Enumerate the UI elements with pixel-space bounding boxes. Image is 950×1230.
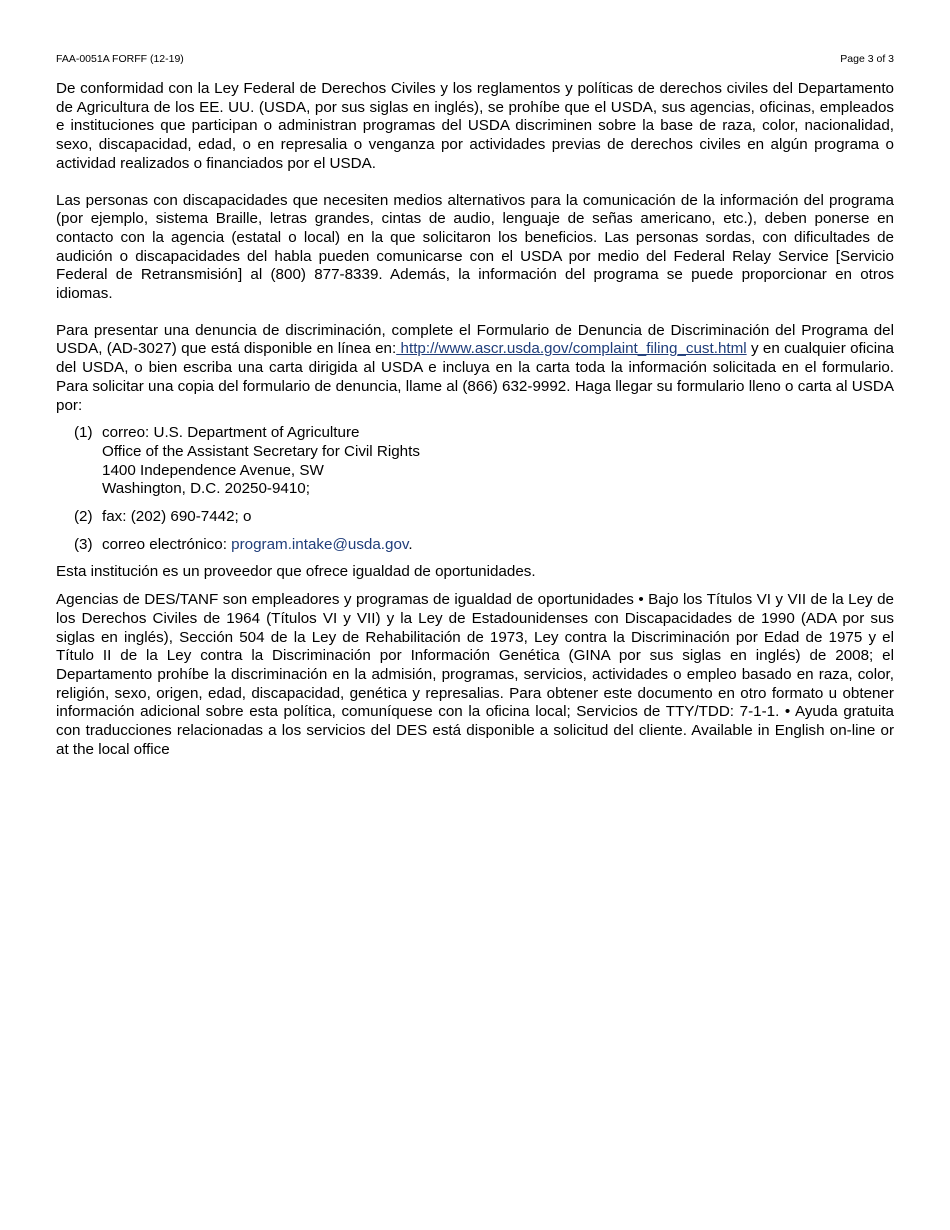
mail-address [102,424,420,499]
fax-text: fax: (202) 690-7442; o [102,508,252,526]
submission-methods-list [56,424,894,554]
list-item-fax [74,508,894,527]
address-line: Washington, D.C. 20250-9410; [102,480,310,498]
paragraph-des-tanf: Agencias de DES/TANF son empleadores y programas de igualdad de oportunidades • Bajo los Títulos VI y VII de la Ley de los Derechos Civiles de 1964 (Títulos VI y VII) y la Ley de Estadounidenses con Discapacidades de 1990 (ADA por sus siglas en inglés), Sección 504 de la Ley de Rehabilitación de 1973, Ley contra la Discriminación por Edad de 1975 y el Título II de la Ley contra la Discriminación por Información Genética (GINA por sus siglas en inglés) de 2008; el Departamento prohíbe la discriminación en la admisión, programas, servicios, actividades o empleo basado en raza, color, religión, sexo, origen, edad, discapacidad, genética y represalias. Para obtener este documento en otro formato u obtener información adicional sobre esta política, comuníquese con la oficina local; Servicios de TTY/TDD: 7-1-1. • Ayuda gratuita con traducciones relacionadas a los servicios del DES está disponible a solicitud del cliente. Available in English on-line or at the local office [56,591,894,758]
complaint-text-after: y en cualquier oficina del USDA, o bien escriba una carta dirigida al USDA e incluya en la carta toda la información solicitada en el formulario. Para solicitar una copia del formulario de denuncia, llame al (866) 632-9992. Haga llegar su formulario lleno o carta al USDA por: [56,340,894,414]
form-id: FAA-0051A FORFF (12-19) [56,53,184,65]
page-number: Page 3 of 3 [840,53,894,65]
page-header [56,52,894,66]
list-item-email [74,536,894,555]
address-line: correo: U.S. Department of Agriculture [102,424,360,442]
list-item-mail [74,424,894,499]
paragraph-civil-rights: De conformidad con la Ley Federal de Derechos Civiles y los reglamentos y políticas de derechos civiles del Departamento de Agricultura de los EE. UU. (USDA, por sus siglas en inglés), se prohíbe que el USDA, sus agencias, oficinas, empleados e instituciones que participan o administran programas del USDA discriminen sobre la base de raza, color, nacionalidad, sexo, discapacidad, edad, o en represalia o venganza por actividades previas de derechos civiles en algún programa o actividad realizados o financiados por el USDA. [56,80,894,172]
paragraph-disabilities: Las personas con discapacidades que necesiten medios alternativos para la comunicación de la información del programa (por ejemplo, sistema Braille, letras grandes, cintas de audio, lenguaje de señas americano, etc.), deben ponerse en contacto con la agencia (estatal o local) en la que solicitaron los beneficios. Las personas sordas, con dificultades de audición o discapacidades del habla pueden comunicarse con el USDA por medio del Federal Relay Service [Servicio Federal de Retransmisión] al (800) 877-8339. Además, la información del programa se puede proporcionar en otros idiomas. [56,191,894,303]
list-number: (2) [74,508,93,526]
list-number: (3) [74,535,93,553]
complaint-form-link[interactable]: http://www.ascr.usda.gov/complaint_filing_cust.html [396,340,747,358]
email-link[interactable]: program.intake@usda.gov [231,535,409,553]
address-line: Office of the Assistant Secretary for Civil Rights [102,442,420,460]
address-line: 1400 Independence Avenue, SW [102,461,324,479]
paragraph-complaint [56,322,894,416]
list-number: (1) [74,424,93,442]
complaint-text-before: Para presentar una denuncia de discriminación, complete el Formulario de Denuncia de Discriminación del Programa del USDA, (AD-3027) que está disponible en línea en: [56,321,894,358]
email-suffix: . [408,535,413,553]
email-line [102,536,413,555]
email-prefix: correo electrónico: [102,535,232,553]
paragraph-equal-opportunity: Esta institución es un proveedor que ofrece igualdad de oportunidades. [56,563,536,581]
